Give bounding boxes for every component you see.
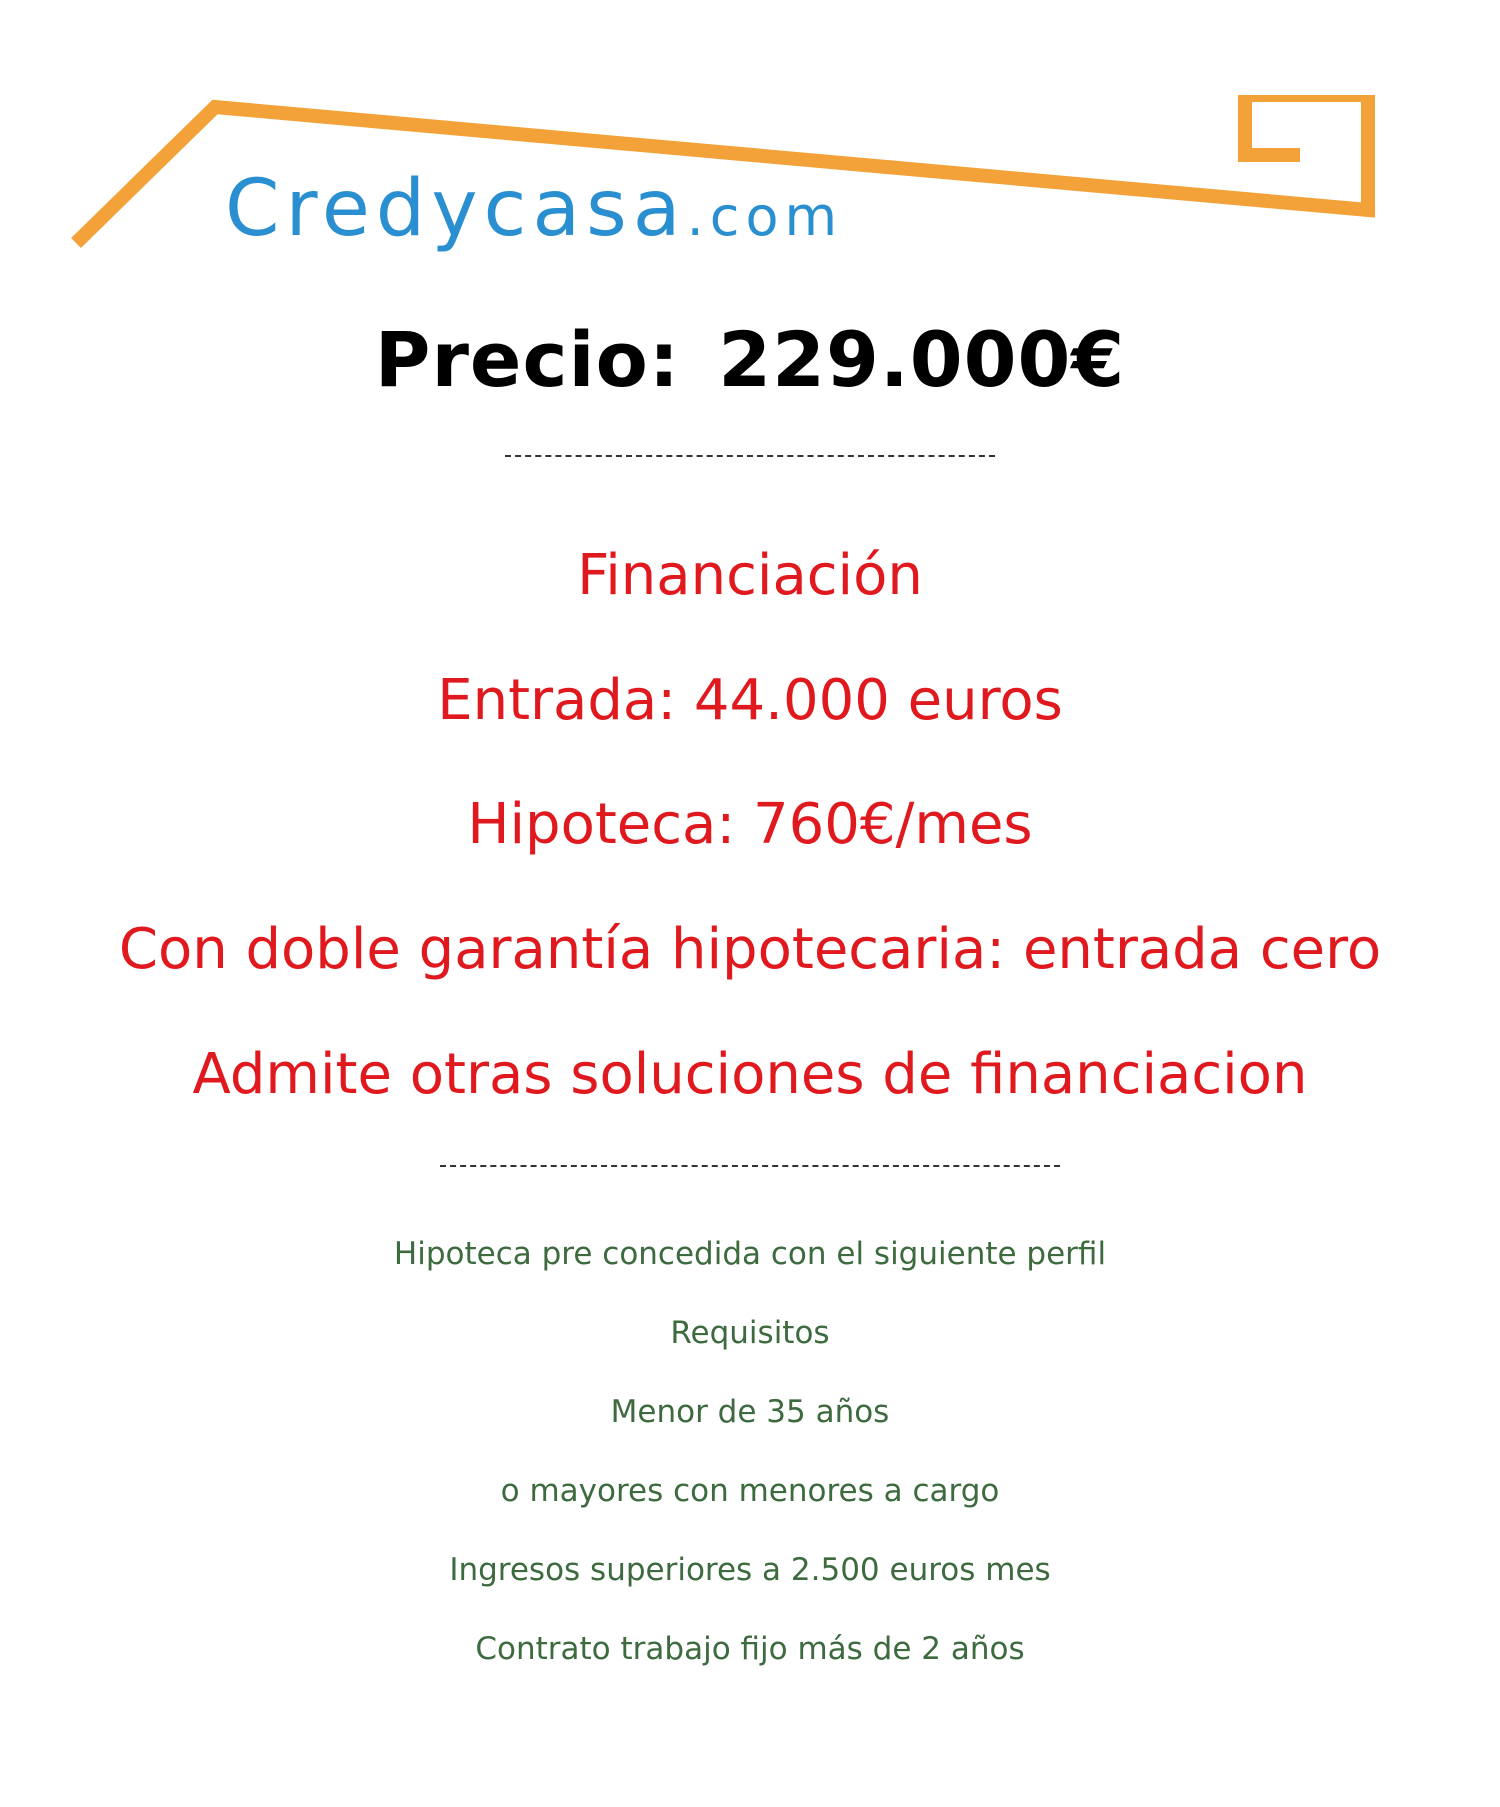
profile-intro: Hipoteca pre concedida con el siguiente perfil <box>393 1236 1107 1272</box>
requirement-item: o mayores con menores a cargo <box>500 1473 1000 1509</box>
price-label: Precio: <box>374 315 681 404</box>
divider-bottom <box>0 1165 1500 1167</box>
credycasa-logo <box>70 95 1390 270</box>
mortgage-line: Hipoteca: 760€/mes <box>467 792 1033 857</box>
price-line <box>0 315 1500 404</box>
requirement-item: Ingresos superiores a 2.500 euros mes <box>449 1552 1051 1588</box>
divider-top <box>0 455 1500 457</box>
requirements-title: Requisitos <box>670 1315 830 1351</box>
down-payment-line: Entrada: 44.000 euros <box>437 668 1063 733</box>
price-value: 229.000€ <box>718 315 1126 404</box>
requirement-item: Contrato trabajo fijo más de 2 años <box>475 1631 1025 1667</box>
financing-title: Financiación <box>577 543 923 608</box>
other-solutions-line: Admite otras soluciones de financiacion <box>192 1042 1308 1107</box>
double-guarantee-line: Con doble garantía hipotecaria: entrada cero <box>118 917 1382 982</box>
requirement-item: Menor de 35 años <box>610 1394 890 1430</box>
brand-wordmark: Credycasa.com <box>225 164 844 254</box>
